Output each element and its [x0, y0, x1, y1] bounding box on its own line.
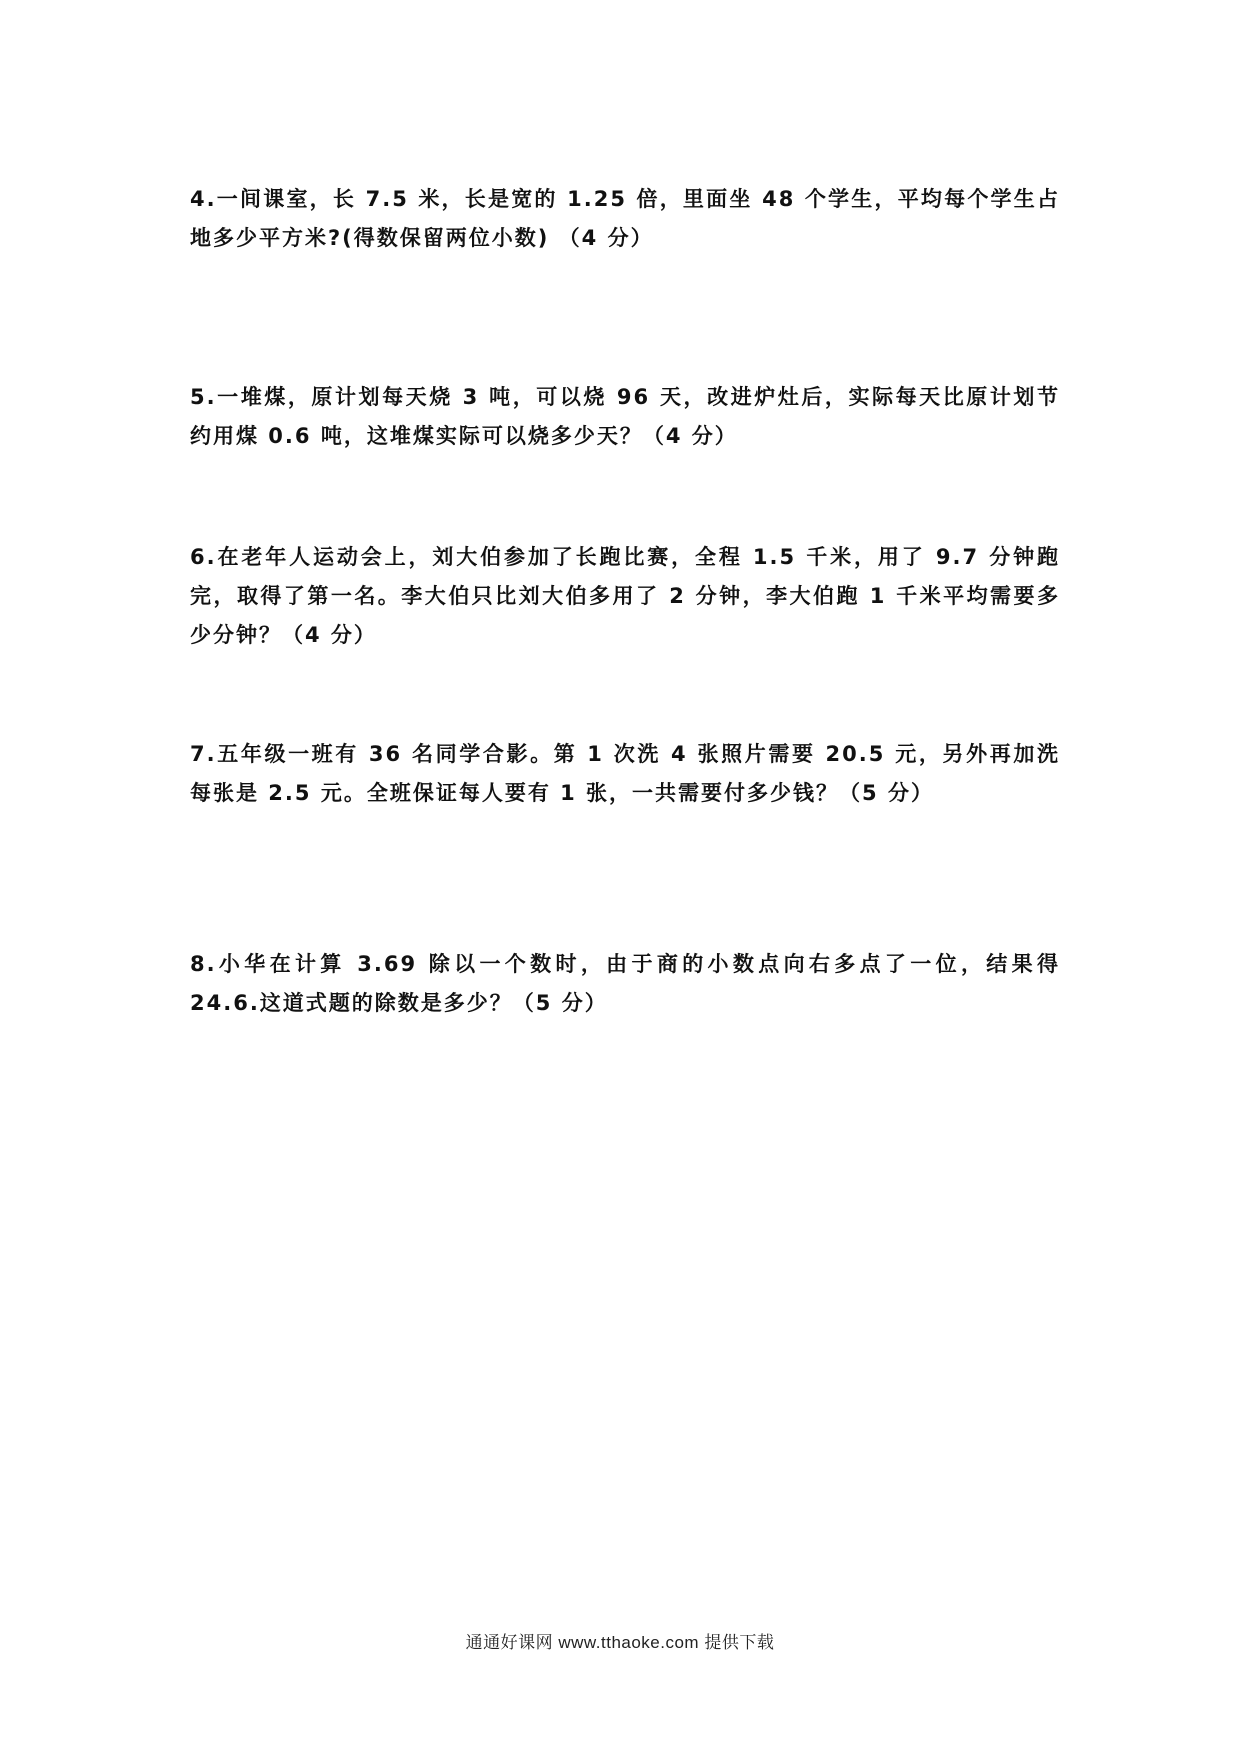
problem-4: 4.一间课室，长 7.5 米，长是宽的 1.25 倍，里面坐 48 个学生，平均每个学生占地多少平方米?(得数保留两位小数) （4 分）: [190, 187, 1060, 250]
problem-6: 6.在老年人运动会上，刘大伯参加了长跑比赛，全程 1.5 千米，用了 9.7 分钟跑完，取得了第一名。李大伯只比刘大伯多用了 2 分钟，李大伯跑 1 千米平均需要多少分钟？（4 分）: [190, 545, 1060, 647]
problem-5: 5.一堆煤，原计划每天烧 3 吨，可以烧 96 天，改进炉灶后，实际每天比原计划节约用煤 0.6 吨，这堆煤实际可以烧多少天？（4 分）: [190, 385, 1060, 448]
page-footer: 通通好课网 www.tthaoke.com 提供下载: [465, 1633, 775, 1652]
problem-7: 7.五年级一班有 36 名同学合影。第 1 次洗 4 张照片需要 20.5 元，另外再加洗每张是 2.5 元。全班保证每人要有 1 张，一共需要付多少钱？（5 分）: [190, 742, 1060, 805]
problem-8: 8.小华在计算 3.69 除以一个数时，由于商的小数点向右多点了一位，结果得 24.6.这道式题的除数是多少？（5 分）: [190, 952, 1060, 1015]
